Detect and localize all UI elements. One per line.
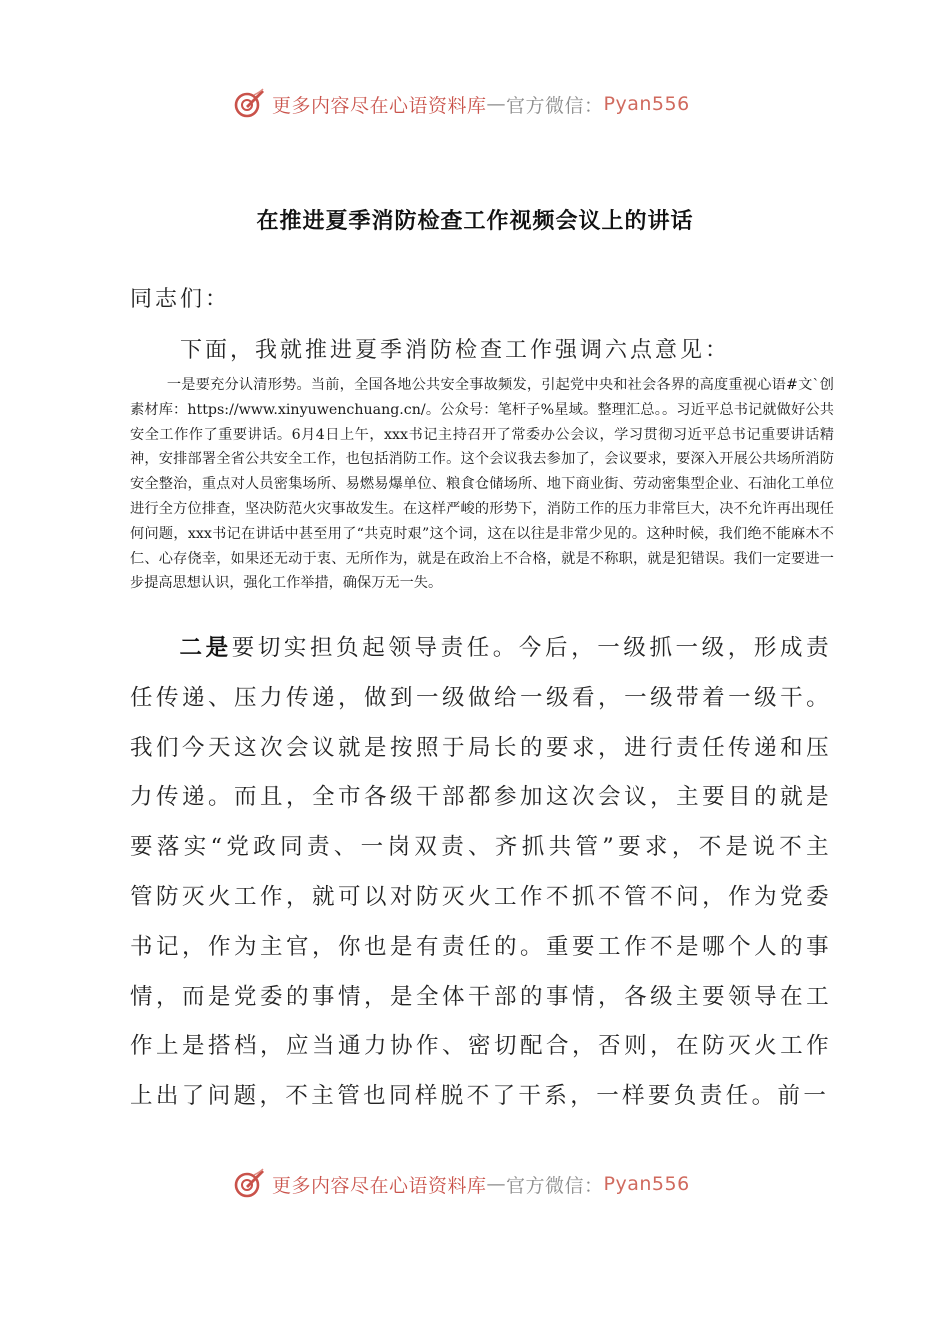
- banner-label: 官方微信：: [506, 1174, 604, 1197]
- banner-wechat-id: Pyan556: [603, 93, 690, 115]
- banner-label: 官方微信：: [506, 94, 604, 117]
- intro-line: 下面，我就推进夏季消防检查工作强调六点意见：: [180, 338, 731, 363]
- header-banner: [232, 84, 752, 124]
- document-title: 在推进夏季消防检查工作视频会议上的讲话: [256, 208, 694, 234]
- banner-wechat-id: Pyan556: [603, 1173, 690, 1195]
- quill-logo-icon: [232, 87, 266, 121]
- paragraph-one: 一是要充分认清形势。当前，全国各地公共安全事故频发，引起党中央和社会各界的高度重视心语#文`创素材库：https://www.xinyuwenchuang.cn/。公众号：笔杆子%星域。整理汇总。。习近平总书记就做好公共安全工作作了重要讲话。6月4日上午，xxx书记主持召开了常委办公会议，学习贯彻习近平总书记重要讲话精神，安排部署全省公共安全工作，也包括消防工作。这个会议我去参加了，会议要求，要深入开展公共场所消防安全整治，重点对人员密集场所、易燃易爆单位、粮食仓储场所、地下商业街、劳动密集型企业、石油化工单位进行全方位排查，坚决防范火灾事故发生。在这样严峻的形势下，消防工作的压力非常巨大，决不允许再出现任何问题，xxx书记在讲话中甚至用了“共克时艰”这个词，这在以往是非常少见的。这种时候，我们绝不能麻木不仁、心存侥幸，如果还无动于衷、无所作为，就是在政治上不合格，就是不称职，就是犯错误。我们一定要进一步提高思想认识，强化工作举措，确保万无一失。: [130, 377, 834, 592]
- quill-logo-icon: [232, 1167, 266, 1201]
- banner-brand: 更多内容尽在心语资料库: [272, 1174, 487, 1197]
- footer-banner: [232, 1164, 752, 1204]
- banner-brand: 更多内容尽在心语资料库: [272, 94, 487, 117]
- paragraph-two-body: 要切实担负起领导责任。今后，一级抓一级，形成责任传递、压力传递，做到一级做给一级看，一级带着一级干。我们今天这次会议就是按照于局长的要求，进行责任传递和压力传递。而且，全市各级干部都参加这次会议，主要目的就是要落实“党政同责、一岗双责、齐抓共管”要求，不是说不主管防灭火工作，就可以对防灭火工作不抓不管不问，作为党委书记，作为主官，你也是有责任的。重要工作不是哪个人的事情，而是党委的事情，是全体干部的事情，各级主要领导在工作上是搭档，应当通力协作、密切配合，否则，在防灭火工作上出了问题，不主管也同样脱不了干系，一样要负责任。前一: [130, 635, 832, 1110]
- paragraph-two-lead: 二是: [179, 635, 232, 661]
- banner-separator: —: [486, 1173, 507, 1195]
- banner-separator: —: [486, 93, 507, 115]
- salutation: 同志们：: [130, 287, 231, 312]
- paragraph-two: [130, 624, 832, 1122]
